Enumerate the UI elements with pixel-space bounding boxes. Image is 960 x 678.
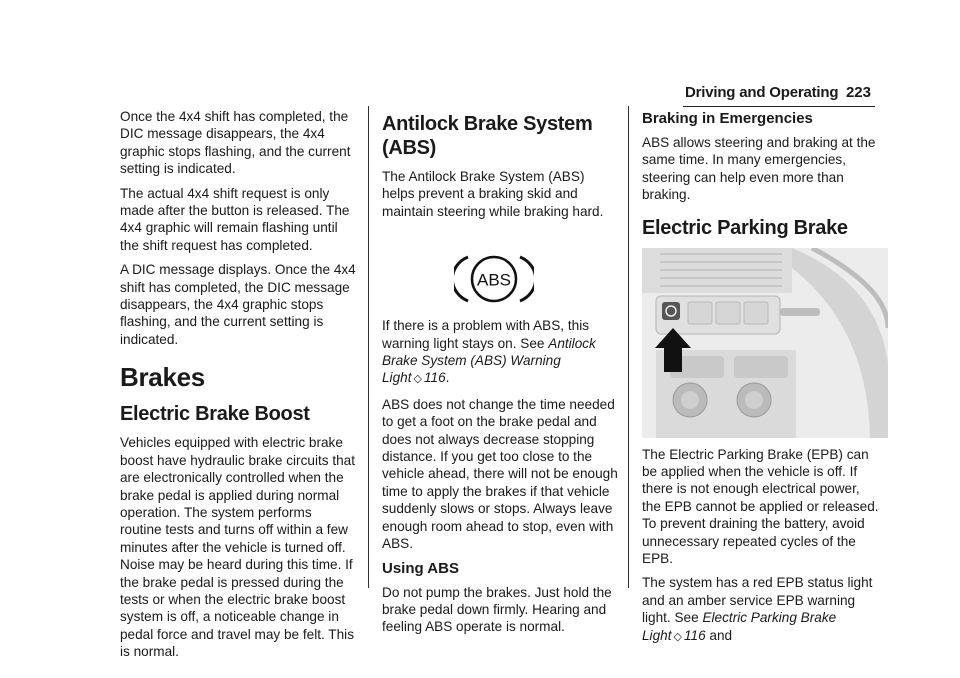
column-3 xyxy=(642,108,882,646)
abs-warning-symbol xyxy=(382,227,618,317)
paragraph: The Antilock Brake System (ABS) helps prevent a braking skid and maintain steering while braking hard. xyxy=(382,169,604,219)
paragraph: The system has a red EPB status light and an amber service EPB warning light. See Electric Parking Brake Light ◇ 116 and xyxy=(642,575,873,643)
abs-icon xyxy=(454,249,534,309)
column-1 xyxy=(120,108,356,668)
heading-abs: Antilock Brake System (ABS) xyxy=(382,113,593,159)
page-number: 223 xyxy=(845,84,871,101)
dashboard-illustration xyxy=(642,248,888,438)
xref-page[interactable]: 116 xyxy=(423,370,446,386)
xref-link[interactable]: Electric Parking Brake Light xyxy=(642,610,837,643)
paragraph: ABS does not change the time needed to get a foot on the brake pedal and does not always decrease stopping distance. If you get too close to the vehicle ahead, there will not be enough time to apply the brakes if that vehicle suddenly slows or stops. Always leave enough room ahead to stop, even with ABS. xyxy=(382,396,618,552)
paragraph: ABS allows steering and braking at the same time. In many emergencies, steering can help even more than braking. xyxy=(642,135,876,203)
paragraph: The Electric Parking Brake (EPB) can be applied when the vehicle is off. If there is not enough electrical power, the EPB cannot be applied or released. To prevent draining the battery, avoid unnecessary repeated cycles of the EPB. xyxy=(642,446,879,567)
xref-icon: ◇ xyxy=(413,373,422,386)
heading-braking-emergencies: Braking in Emergencies xyxy=(642,110,813,127)
epb-switch-illustration xyxy=(642,248,888,438)
header-rule xyxy=(683,106,875,107)
paragraph: The actual 4x4 shift request is only made after the button is released. The 4x4 graphic will remain flashing until the shift request has completed. xyxy=(120,185,350,253)
paragraph: If there is a problem with ABS, this warning light stays on. See Antilock Brake System (ABS) Warning Light ◇ 116. xyxy=(382,318,596,386)
column-2 xyxy=(382,108,618,643)
xref-icon: ◇ xyxy=(673,630,682,643)
heading-using-abs: Using ABS xyxy=(382,559,459,577)
xref-link[interactable]: Antilock Brake System (ABS) Warning Light xyxy=(382,335,596,386)
heading-brakes: Brakes xyxy=(120,362,205,393)
paragraph: Vehicles equipped with electric brake boost have hydraulic brake circuits that are electronically controlled when the brake pedal is applied during normal operation. The system performs routine tests and turns off within a few minutes after the vehicle is turned off. Noise may be heard during this time. If the brake pedal is pressed during the tests or when the electric brake boost system is off, a noticeable change in pedal force and travel may be felt. This is normal. xyxy=(120,435,355,660)
column-divider xyxy=(368,106,369,588)
running-header xyxy=(683,84,875,106)
abs-icon-label: ABS xyxy=(476,270,512,290)
section-title: Driving and Operating xyxy=(685,84,839,101)
paragraph: A DIC message displays. Once the 4x4 shift has completed, the DIC message disappears, the 4x4 graphic stops flashing, and the current setting is indicated. xyxy=(120,262,356,347)
paragraph: Do not pump the brakes. Just hold the brake pedal down firmly. Hearing and feeling ABS operate is normal. xyxy=(382,584,612,635)
heading-electric-brake-boost: Electric Brake Boost xyxy=(120,403,310,426)
heading-electric-parking-brake: Electric Parking Brake xyxy=(642,216,848,239)
column-divider xyxy=(628,106,629,588)
xref-page[interactable]: 116 xyxy=(683,627,706,643)
paragraph: Once the 4x4 shift has completed, the DIC message disappears, the 4x4 graphic stops flashing, and the current setting is indicated. xyxy=(120,109,351,177)
